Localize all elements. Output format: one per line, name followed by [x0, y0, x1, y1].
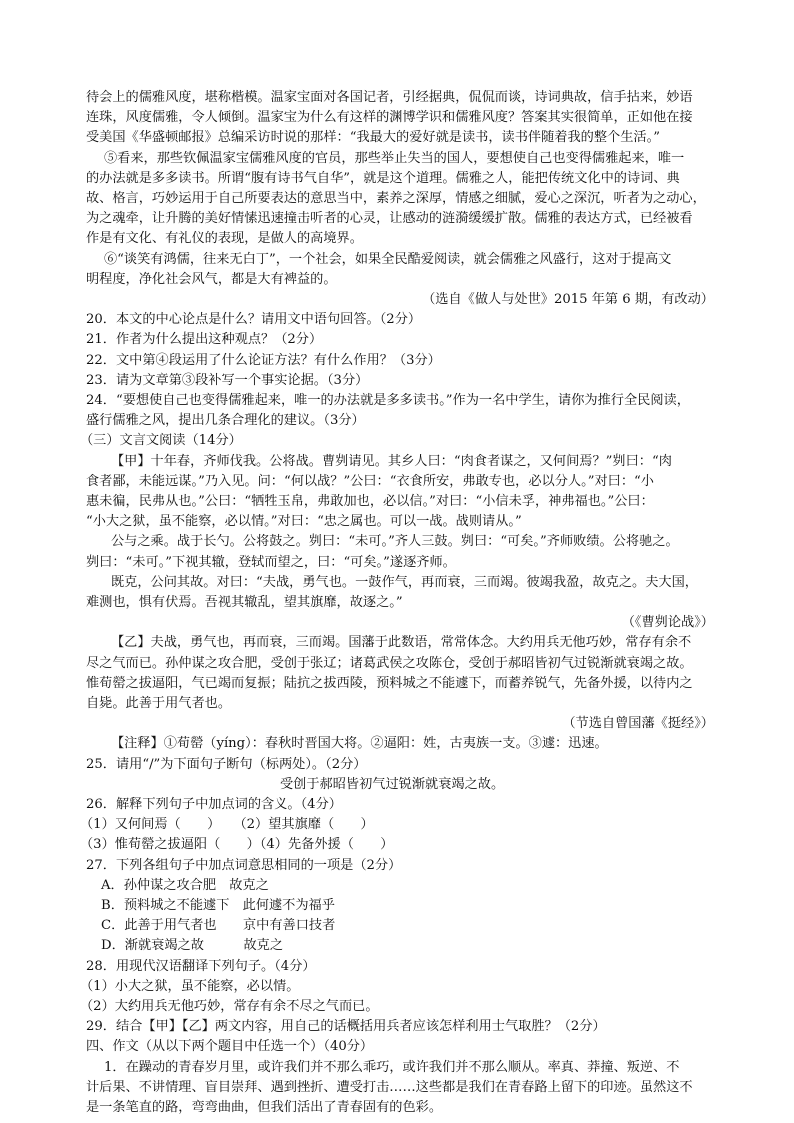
- option-b: B．预料城之不能遽下 此何遽不为福乎: [101, 898, 335, 913]
- essay-prompt-line: 计后果、不讲情理、盲目崇拜、遇到挫折、遭受打击……这些都是我们在青春路上留下的印迹。虽然这不: [86, 1079, 693, 1095]
- question-25: 25．请用“/”为下面句子断句（标两处）。（2分）: [86, 756, 367, 772]
- section-heading-essay: 四、作文（从以下两个题目中任选一个）（40分）: [86, 1039, 374, 1055]
- paragraph-5: ⑤看来，那些钦佩温家宝儒雅风度的官员，那些举止失当的国人，要想使自己也变得儒雅起来，唯一: [104, 150, 685, 166]
- text-line: 自毙。此善于用气者也。: [86, 696, 232, 711]
- option-d: D．渐就衰竭之故 故克之: [101, 938, 284, 954]
- text-line: 连珠，风度儒雅，令人倾倒。温家宝为什么有这样的渊博学识和儒雅风度？答案其实很简单，正如他在接: [86, 110, 693, 126]
- option-c: C．此善于用气者也 京中有善口技者: [101, 918, 336, 934]
- text-line: 待会上的儒雅风度，堪称楷模。温家宝面对各国记者，引经据典，侃侃而谈，诗词典故，信手拈来，妙语: [86, 90, 693, 105]
- question-28-item: （2）大约用兵无他巧妙，常存有余不尽之气而已。: [80, 999, 379, 1014]
- text-line: 既克，公问其故。对曰：“夫战，勇气也。一鼓作气，再而衰，三而竭。彼竭我盈，故克之。夫大国，: [111, 574, 698, 590]
- text-line: 作是有文化、有礼仪的表现，是做人的高境界。: [86, 231, 363, 247]
- text-line: 公与之乘。战于长勺。公将鼓之。刿曰：“未可。”齐人三鼓。刿曰：“可矣。”齐师败绩。公将驰之。: [111, 534, 679, 550]
- essay-prompt-line: 是一条笔直的路，弯弯曲曲，但我们活出了青春固有的色彩。: [86, 1100, 443, 1115]
- question-23: 23．请为文章第③段补写一个事实论据。（3分）: [86, 372, 369, 388]
- question-26-items: （3）惟荀罃之拔逼阳（ ）（4）先备外援（ ）: [80, 837, 394, 853]
- text-line: 受美国《华盛顿邮报》总编采访时说的那样：“我最大的爱好就是读书，读书伴随着我的整个生活。”: [86, 130, 660, 146]
- source-citation: （选自《做人与处世》2015 年第 6 期，有改动）: [422, 292, 714, 307]
- source-citation: （《曹刿论战》）: [621, 615, 714, 631]
- text-line: 惟荀罃之拔逼阳，气已竭而复振；陆抗之拔西陵，预料城之不能遽下，而蓄养锐气，先备外援，以待内之: [86, 675, 693, 691]
- text-line: 尽之气而已。孙仲谋之攻合肥，受创于张辽；诸葛武侯之攻陈仓，受创于郝昭皆初气过锐渐就衰竭之故。: [86, 655, 693, 671]
- text-line: 明程度，净化社会风气，都是大有裨益的。: [86, 271, 337, 287]
- question-28-item: （1）小大之狱，虽不能察，必以情。: [80, 978, 300, 994]
- source-citation: （节选自曾国藩《挺经》）: [562, 716, 714, 732]
- text-line: 故、格言，巧妙运用于自己所要表达的意思当中，素养之深厚，情感之细腻，爱心之深沉，听者为之动心，: [86, 191, 706, 206]
- question-26: 26．解释下列句子中加点词的含义。（4分）: [86, 797, 342, 812]
- question-28: 28．用现代汉语翻译下列句子。（4分）: [86, 958, 316, 974]
- question-29: 29．结合【甲】【乙】两文内容，用自己的话概括用兵者应该怎样利用士气取胜？（2分）: [86, 1019, 606, 1035]
- passage-jia: 【甲】十年春，齐师伐我。公将战。曹刿请见。其乡人曰：“肉食者谋之，又何间焉？”刿曰：“肉: [111, 453, 672, 469]
- text-line: 为之魂牵，让升腾的美好情愫迅速撞击听者的心灵，让感动的涟漪缓缓扩散。儒雅的表达方式，已经被看: [86, 211, 693, 227]
- text-line: “小大之狱，虽不能察，必以情。”对曰：“忠之属也。可以一战。战则请从。”: [86, 514, 522, 530]
- question-24: 24．“要想使自己也变得儒雅起来，唯一的办法就是多多读书。”作为一名中学生，请你为推行全民阅读，: [86, 393, 690, 408]
- annotation-note: 【注释】①荀罃（yíng）：春秋时晋国大将。②逼阳：姓，古夷族一支。③遽：迅速。: [111, 736, 608, 752]
- question-22: 22．文中第④段运用了什么论证方法？有什么作用？（3分）: [86, 352, 441, 368]
- option-a: A．孙仲谋之攻合肥 故克之: [101, 877, 269, 893]
- text-line: 刿曰：“未可。”下视其辙，登轼而望之，曰：“可矣。”遂逐齐师。: [86, 554, 456, 570]
- text-line: 的办法就是多多读书。所谓“腹有诗书气自华”，就是这个道理。儒雅之人，能把传统文化中的诗词、典: [86, 170, 680, 186]
- passage-yi: 【乙】夫战，勇气也，再而衰，三而竭。国藩于此数语，常常体念。大约用兵无他巧妙，常存有余不: [111, 635, 692, 651]
- text-line: 难测也，惧有伏焉。吾视其辙乱，望其旗靡，故逐之。”: [86, 595, 403, 610]
- essay-prompt-line: 1．在躁动的青春岁月里，或许我们并不那么乖巧，或许我们并不那么顺从。率真、莽撞、叛逆、不: [104, 1059, 680, 1075]
- paragraph-6: ⑥“谈笑有鸿儒，往来无白丁”，一个社会，如果全民酷爱阅读，就会儒雅之风盛行，这对于提高文: [104, 251, 672, 267]
- question-20: 20．本文的中心论点是什么？请用文中语句回答。（2分）: [86, 312, 422, 328]
- text-line: 食者鄙，未能远谋。”乃入见。问：“何以战？”公曰：“衣食所安，弗敢专也，必以分人。”对曰：“小: [86, 473, 654, 489]
- sentence-to-punctuate: 受创于郝昭皆初气过锐渐就衰竭之故。: [280, 776, 505, 792]
- question-21: 21．作者为什么提出这种观点？（2分）: [86, 332, 323, 348]
- text-line: 惠未徧，民弗从也。”公曰：“牺牲玉帛，弗敢加也，必以信。”对曰：“小信未孚，神弗福也。”公曰：: [86, 494, 654, 509]
- text-line: 盛行儒雅之风，提出几条合理化的建议。（3分）: [86, 413, 365, 429]
- question-26-items: （1）又何间焉（ ） （2）望其旗靡（ ）: [80, 817, 374, 833]
- question-27: 27．下列各组句子中加点词意思相同的一项是（2分）: [86, 857, 402, 873]
- section-heading-classical: （三）文言文阅读（14分）: [80, 433, 242, 449]
